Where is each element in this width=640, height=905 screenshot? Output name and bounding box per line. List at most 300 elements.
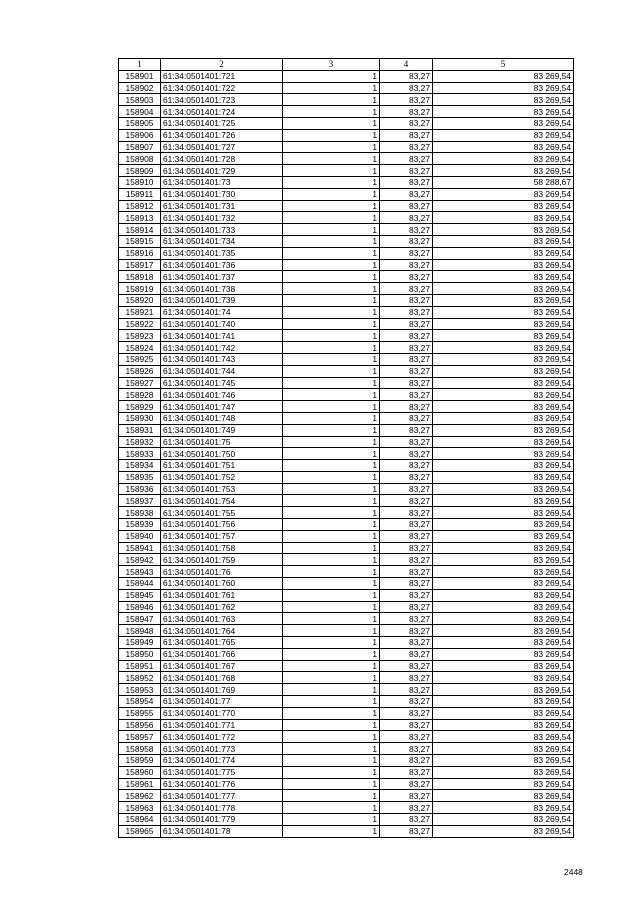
quantity-cell: 1 (283, 684, 380, 696)
value-cell: 83 269,54 (433, 117, 574, 129)
table-row (119, 495, 574, 507)
quantity-cell: 1 (283, 365, 380, 377)
row-number-cell: 158954 (119, 696, 161, 708)
quantity-cell: 1 (283, 507, 380, 519)
table-header-row (119, 59, 574, 71)
table-row (119, 719, 574, 731)
quantity-cell: 1 (283, 294, 380, 306)
quantity-cell: 1 (283, 766, 380, 778)
area-cell: 83,27 (380, 578, 433, 590)
quantity-cell: 1 (283, 188, 380, 200)
value-cell: 83 269,54 (433, 766, 574, 778)
table-row (119, 247, 574, 259)
quantity-cell: 1 (283, 271, 380, 283)
value-cell: 83 269,54 (433, 330, 574, 342)
cadastral-number-cell: 61:34:0501401:744 (161, 365, 283, 377)
table-row (119, 648, 574, 660)
quantity-cell: 1 (283, 554, 380, 566)
value-cell: 83 269,54 (433, 495, 574, 507)
row-number-cell: 158942 (119, 554, 161, 566)
row-number-cell: 158964 (119, 814, 161, 826)
area-cell: 83,27 (380, 424, 433, 436)
cadastral-number-cell: 61:34:0501401:761 (161, 589, 283, 601)
value-cell: 83 269,54 (433, 259, 574, 271)
table-row (119, 176, 574, 188)
value-cell: 83 269,54 (433, 825, 574, 837)
area-cell: 83,27 (380, 566, 433, 578)
table-row (119, 778, 574, 790)
cadastral-number-cell: 61:34:0501401:725 (161, 117, 283, 129)
row-number-cell: 158908 (119, 153, 161, 165)
row-number-cell: 158938 (119, 507, 161, 519)
area-cell: 83,27 (380, 601, 433, 613)
area-cell: 83,27 (380, 165, 433, 177)
area-cell: 83,27 (380, 519, 433, 531)
quantity-cell: 1 (283, 696, 380, 708)
value-cell: 83 269,54 (433, 70, 574, 82)
cadastral-number-cell: 61:34:0501401:769 (161, 684, 283, 696)
quantity-cell: 1 (283, 377, 380, 389)
area-cell: 83,27 (380, 70, 433, 82)
value-cell: 83 269,54 (433, 613, 574, 625)
area-cell: 83,27 (380, 141, 433, 153)
area-cell: 83,27 (380, 589, 433, 601)
row-number-cell: 158944 (119, 578, 161, 590)
value-cell: 83 269,54 (433, 353, 574, 365)
row-number-cell: 158912 (119, 200, 161, 212)
value-cell: 83 269,54 (433, 460, 574, 472)
row-number-cell: 158925 (119, 353, 161, 365)
value-cell: 83 269,54 (433, 448, 574, 460)
value-cell: 83 269,54 (433, 306, 574, 318)
cadastral-number-cell: 61:34:0501401:762 (161, 601, 283, 613)
table-row (119, 637, 574, 649)
area-cell: 83,27 (380, 483, 433, 495)
row-number-cell: 158959 (119, 755, 161, 767)
value-cell: 83 269,54 (433, 743, 574, 755)
row-number-cell: 158905 (119, 117, 161, 129)
quantity-cell: 1 (283, 235, 380, 247)
value-cell: 83 269,54 (433, 519, 574, 531)
row-number-cell: 158958 (119, 743, 161, 755)
value-cell: 83 269,54 (433, 790, 574, 802)
cadastral-number-cell: 61:34:0501401:737 (161, 271, 283, 283)
row-number-cell: 158947 (119, 613, 161, 625)
table-row (119, 212, 574, 224)
cadastral-number-cell: 61:34:0501401:746 (161, 389, 283, 401)
row-number-cell: 158956 (119, 719, 161, 731)
value-cell: 83 269,54 (433, 188, 574, 200)
table-row (119, 294, 574, 306)
cadastral-number-cell: 61:34:0501401:767 (161, 660, 283, 672)
cadastral-number-cell: 61:34:0501401:777 (161, 790, 283, 802)
row-number-cell: 158945 (119, 589, 161, 601)
area-cell: 83,27 (380, 224, 433, 236)
cadastral-number-cell: 61:34:0501401:728 (161, 153, 283, 165)
area-cell: 83,27 (380, 318, 433, 330)
value-cell: 83 269,54 (433, 165, 574, 177)
area-cell: 83,27 (380, 707, 433, 719)
area-cell: 83,27 (380, 259, 433, 271)
area-cell: 83,27 (380, 719, 433, 731)
area-cell: 83,27 (380, 153, 433, 165)
quantity-cell: 1 (283, 389, 380, 401)
table-row (119, 542, 574, 554)
row-number-cell: 158949 (119, 637, 161, 649)
table-row (119, 365, 574, 377)
value-cell: 83 269,54 (433, 129, 574, 141)
cadastral-number-cell: 61:34:0501401:763 (161, 613, 283, 625)
quantity-cell: 1 (283, 530, 380, 542)
value-cell: 83 269,54 (433, 814, 574, 826)
table-row (119, 802, 574, 814)
area-cell: 83,27 (380, 377, 433, 389)
value-cell: 83 269,54 (433, 106, 574, 118)
area-cell: 83,27 (380, 660, 433, 672)
value-cell: 83 269,54 (433, 401, 574, 413)
cadastral-number-cell: 61:34:0501401:731 (161, 200, 283, 212)
cadastral-number-cell: 61:34:0501401:766 (161, 648, 283, 660)
quantity-cell: 1 (283, 412, 380, 424)
row-number-cell: 158946 (119, 601, 161, 613)
table-row (119, 153, 574, 165)
area-cell: 83,27 (380, 283, 433, 295)
cadastral-number-cell: 61:34:0501401:73 (161, 176, 283, 188)
row-number-cell: 158953 (119, 684, 161, 696)
cadastral-number-cell: 61:34:0501401:754 (161, 495, 283, 507)
row-number-cell: 158951 (119, 660, 161, 672)
quantity-cell: 1 (283, 330, 380, 342)
area-cell: 83,27 (380, 306, 433, 318)
table-row (119, 342, 574, 354)
quantity-cell: 1 (283, 424, 380, 436)
cadastral-number-cell: 61:34:0501401:733 (161, 224, 283, 236)
table-row (119, 436, 574, 448)
value-cell: 83 269,54 (433, 507, 574, 519)
cadastral-number-cell: 61:34:0501401:729 (161, 165, 283, 177)
value-cell: 83 269,54 (433, 424, 574, 436)
area-cell: 83,27 (380, 401, 433, 413)
quantity-cell: 1 (283, 212, 380, 224)
table-row (119, 235, 574, 247)
quantity-cell: 1 (283, 141, 380, 153)
cadastral-number-cell: 61:34:0501401:78 (161, 825, 283, 837)
quantity-cell: 1 (283, 483, 380, 495)
area-cell: 83,27 (380, 684, 433, 696)
value-cell: 58 288,67 (433, 176, 574, 188)
quantity-cell: 1 (283, 566, 380, 578)
row-number-cell: 158948 (119, 625, 161, 637)
cadastral-number-cell: 61:34:0501401:773 (161, 743, 283, 755)
row-number-cell: 158924 (119, 342, 161, 354)
row-number-cell: 158941 (119, 542, 161, 554)
row-number-cell: 158910 (119, 176, 161, 188)
table-row (119, 389, 574, 401)
quantity-cell: 1 (283, 542, 380, 554)
value-cell: 83 269,54 (433, 471, 574, 483)
quantity-cell: 1 (283, 70, 380, 82)
area-cell: 83,27 (380, 743, 433, 755)
cadastral-number-cell: 61:34:0501401:749 (161, 424, 283, 436)
quantity-cell: 1 (283, 613, 380, 625)
area-cell: 83,27 (380, 117, 433, 129)
quantity-cell: 1 (283, 153, 380, 165)
table-row (119, 129, 574, 141)
area-cell: 83,27 (380, 353, 433, 365)
quantity-cell: 1 (283, 589, 380, 601)
value-cell: 83 269,54 (433, 566, 574, 578)
value-cell: 83 269,54 (433, 601, 574, 613)
row-number-cell: 158920 (119, 294, 161, 306)
cadastral-number-cell: 61:34:0501401:753 (161, 483, 283, 495)
cadastral-number-cell: 61:34:0501401:748 (161, 412, 283, 424)
row-number-cell: 158965 (119, 825, 161, 837)
value-cell: 83 269,54 (433, 141, 574, 153)
value-cell: 83 269,54 (433, 271, 574, 283)
quantity-cell: 1 (283, 825, 380, 837)
value-cell: 83 269,54 (433, 696, 574, 708)
cadastral-number-cell: 61:34:0501401:736 (161, 259, 283, 271)
quantity-cell: 1 (283, 802, 380, 814)
cadastral-number-cell: 61:34:0501401:738 (161, 283, 283, 295)
row-number-cell: 158911 (119, 188, 161, 200)
value-cell: 83 269,54 (433, 153, 574, 165)
area-cell: 83,27 (380, 200, 433, 212)
area-cell: 83,27 (380, 471, 433, 483)
cadastral-number-cell: 61:34:0501401:770 (161, 707, 283, 719)
area-cell: 83,27 (380, 778, 433, 790)
table-row (119, 578, 574, 590)
cadastral-number-cell: 61:34:0501401:771 (161, 719, 283, 731)
value-cell: 83 269,54 (433, 542, 574, 554)
row-number-cell: 158930 (119, 412, 161, 424)
row-number-cell: 158931 (119, 424, 161, 436)
cadastral-number-cell: 61:34:0501401:776 (161, 778, 283, 790)
row-number-cell: 158933 (119, 448, 161, 460)
table-row (119, 471, 574, 483)
cadastral-number-cell: 61:34:0501401:739 (161, 294, 283, 306)
table-row (119, 601, 574, 613)
table-row (119, 755, 574, 767)
value-cell: 83 269,54 (433, 660, 574, 672)
cadastral-number-cell: 61:34:0501401:779 (161, 814, 283, 826)
cadastral-number-cell: 61:34:0501401:752 (161, 471, 283, 483)
table-row (119, 448, 574, 460)
value-cell: 83 269,54 (433, 755, 574, 767)
quantity-cell: 1 (283, 318, 380, 330)
area-cell: 83,27 (380, 672, 433, 684)
area-cell: 83,27 (380, 188, 433, 200)
area-cell: 83,27 (380, 613, 433, 625)
row-number-cell: 158960 (119, 766, 161, 778)
value-cell: 83 269,54 (433, 94, 574, 106)
area-cell: 83,27 (380, 825, 433, 837)
area-cell: 83,27 (380, 271, 433, 283)
quantity-cell: 1 (283, 129, 380, 141)
value-cell: 83 269,54 (433, 589, 574, 601)
row-number-cell: 158918 (119, 271, 161, 283)
area-cell: 83,27 (380, 294, 433, 306)
cadastral-number-cell: 61:34:0501401:775 (161, 766, 283, 778)
area-cell: 83,27 (380, 129, 433, 141)
row-number-cell: 158913 (119, 212, 161, 224)
cadastral-number-cell: 61:34:0501401:751 (161, 460, 283, 472)
table-row (119, 330, 574, 342)
quantity-cell: 1 (283, 342, 380, 354)
cadastral-number-cell: 61:34:0501401:765 (161, 637, 283, 649)
cadastral-number-cell: 61:34:0501401:726 (161, 129, 283, 141)
table-row (119, 743, 574, 755)
area-cell: 83,27 (380, 176, 433, 188)
area-cell: 83,27 (380, 731, 433, 743)
row-number-cell: 158907 (119, 141, 161, 153)
table-row (119, 814, 574, 826)
row-number-cell: 158923 (119, 330, 161, 342)
row-number-cell: 158932 (119, 436, 161, 448)
quantity-cell: 1 (283, 814, 380, 826)
table-row (119, 589, 574, 601)
area-cell: 83,27 (380, 648, 433, 660)
table-row (119, 460, 574, 472)
table-row (119, 672, 574, 684)
cadastral-number-cell: 61:34:0501401:724 (161, 106, 283, 118)
area-cell: 83,27 (380, 448, 433, 460)
cadastral-number-cell: 61:34:0501401:750 (161, 448, 283, 460)
value-cell: 83 269,54 (433, 672, 574, 684)
table-row (119, 82, 574, 94)
area-cell: 83,27 (380, 625, 433, 637)
cadastral-number-cell: 61:34:0501401:75 (161, 436, 283, 448)
area-cell: 83,27 (380, 412, 433, 424)
table-row (119, 271, 574, 283)
quantity-cell: 1 (283, 660, 380, 672)
quantity-cell: 1 (283, 176, 380, 188)
value-cell: 83 269,54 (433, 342, 574, 354)
area-cell: 83,27 (380, 212, 433, 224)
cadastral-number-cell: 61:34:0501401:768 (161, 672, 283, 684)
cadastral-number-cell: 61:34:0501401:772 (161, 731, 283, 743)
row-number-cell: 158914 (119, 224, 161, 236)
quantity-cell: 1 (283, 94, 380, 106)
table-row (119, 283, 574, 295)
quantity-cell: 1 (283, 471, 380, 483)
value-cell: 83 269,54 (433, 318, 574, 330)
area-cell: 83,27 (380, 766, 433, 778)
value-cell: 83 269,54 (433, 731, 574, 743)
area-cell: 83,27 (380, 436, 433, 448)
table-row (119, 566, 574, 578)
cadastral-number-cell: 61:34:0501401:759 (161, 554, 283, 566)
row-number-cell: 158922 (119, 318, 161, 330)
column-header-1: 1 (119, 59, 161, 71)
quantity-cell: 1 (283, 436, 380, 448)
table-row (119, 117, 574, 129)
row-number-cell: 158902 (119, 82, 161, 94)
row-number-cell: 158935 (119, 471, 161, 483)
row-number-cell: 158927 (119, 377, 161, 389)
quantity-cell: 1 (283, 719, 380, 731)
quantity-cell: 1 (283, 448, 380, 460)
area-cell: 83,27 (380, 247, 433, 259)
row-number-cell: 158936 (119, 483, 161, 495)
quantity-cell: 1 (283, 460, 380, 472)
table-row (119, 554, 574, 566)
cadastral-number-cell: 61:34:0501401:745 (161, 377, 283, 389)
quantity-cell: 1 (283, 519, 380, 531)
cadastral-number-cell: 61:34:0501401:727 (161, 141, 283, 153)
row-number-cell: 158901 (119, 70, 161, 82)
area-cell: 83,27 (380, 637, 433, 649)
cadastral-number-cell: 61:34:0501401:778 (161, 802, 283, 814)
quantity-cell: 1 (283, 495, 380, 507)
value-cell: 83 269,54 (433, 235, 574, 247)
row-number-cell: 158950 (119, 648, 161, 660)
quantity-cell: 1 (283, 247, 380, 259)
quantity-cell: 1 (283, 601, 380, 613)
quantity-cell: 1 (283, 707, 380, 719)
row-number-cell: 158929 (119, 401, 161, 413)
area-cell: 83,27 (380, 755, 433, 767)
table-row (119, 483, 574, 495)
area-cell: 83,27 (380, 330, 433, 342)
table-row (119, 94, 574, 106)
quantity-cell: 1 (283, 224, 380, 236)
cadastral-number-cell: 61:34:0501401:735 (161, 247, 283, 259)
value-cell: 83 269,54 (433, 377, 574, 389)
cadastral-number-cell: 61:34:0501401:723 (161, 94, 283, 106)
value-cell: 83 269,54 (433, 802, 574, 814)
value-cell: 83 269,54 (433, 554, 574, 566)
value-cell: 83 269,54 (433, 625, 574, 637)
table-row (119, 519, 574, 531)
quantity-cell: 1 (283, 743, 380, 755)
row-number-cell: 158928 (119, 389, 161, 401)
quantity-cell: 1 (283, 306, 380, 318)
table-row (119, 684, 574, 696)
table-row (119, 412, 574, 424)
quantity-cell: 1 (283, 82, 380, 94)
quantity-cell: 1 (283, 731, 380, 743)
table-row (119, 825, 574, 837)
table-row (119, 424, 574, 436)
row-number-cell: 158916 (119, 247, 161, 259)
table-row (119, 613, 574, 625)
table-row (119, 318, 574, 330)
value-cell: 83 269,54 (433, 224, 574, 236)
table-row (119, 731, 574, 743)
quantity-cell: 1 (283, 117, 380, 129)
value-cell: 83 269,54 (433, 578, 574, 590)
table-row (119, 306, 574, 318)
row-number-cell: 158943 (119, 566, 161, 578)
value-cell: 83 269,54 (433, 483, 574, 495)
quantity-cell: 1 (283, 578, 380, 590)
cadastral-number-cell: 61:34:0501401:756 (161, 519, 283, 531)
row-number-cell: 158939 (119, 519, 161, 531)
row-number-cell: 158937 (119, 495, 161, 507)
data-table (118, 58, 574, 838)
value-cell: 83 269,54 (433, 637, 574, 649)
row-number-cell: 158919 (119, 283, 161, 295)
row-number-cell: 158957 (119, 731, 161, 743)
row-number-cell: 158915 (119, 235, 161, 247)
table-row (119, 377, 574, 389)
table-body (119, 70, 574, 837)
value-cell: 83 269,54 (433, 436, 574, 448)
row-number-cell: 158940 (119, 530, 161, 542)
value-cell: 83 269,54 (433, 778, 574, 790)
table-row (119, 660, 574, 672)
